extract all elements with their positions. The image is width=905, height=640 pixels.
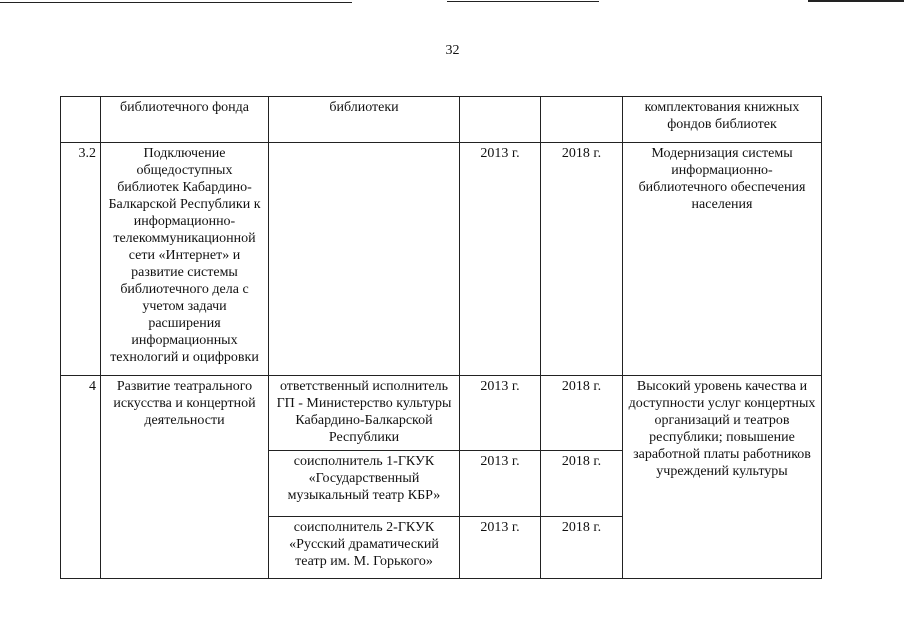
result-cell: Высокий уровень качества и доступности услуг концертных организаций и театров республики; повышение заработной платы работников учреждений культуры (623, 376, 822, 579)
end-year-cell: 2018 г. (541, 143, 623, 376)
measure-cell: Развитие театрального искусства и концертной деятельности (101, 376, 269, 579)
executor-cell (269, 143, 460, 376)
result-cell: Модернизация системы информационно-библиотечного обеспечения населения (623, 143, 822, 376)
scan-edge-line-right (808, 0, 904, 2)
table-row (61, 97, 822, 143)
measure-cell: Подключение общедоступных библиотек Кабардино-Балкарской Республики к информационно-телекоммуникационной сети «Интернет» и развитие системы библиотечного дела с учетом задачи расширения информационных технологий и оцифровки (101, 143, 269, 376)
scan-edge-line-center (447, 1, 599, 2)
start-year-cell: 2013 г. (460, 517, 541, 579)
program-measures-table (60, 96, 822, 579)
start-year-cell: 2013 г. (460, 143, 541, 376)
start-year-cell (460, 97, 541, 143)
page-number: 32 (445, 43, 460, 58)
row-number-cell: 4 (61, 376, 101, 579)
executor-cell: ответственный исполнитель ГП - Министерство культуры Кабардино-Балкарской Республики (269, 376, 460, 451)
executor-cell: библиотеки (269, 97, 460, 143)
measure-cell: библиотечного фонда (101, 97, 269, 143)
end-year-cell (541, 97, 623, 143)
result-cell: комплектования книжных фондов библиотек (623, 97, 822, 143)
row-number-cell: 3.2 (61, 143, 101, 376)
end-year-cell: 2018 г. (541, 517, 623, 579)
executor-cell: соисполнитель 2-ГКУК «Русский драматический театр им. М. Горького» (269, 517, 460, 579)
end-year-cell: 2018 г. (541, 451, 623, 517)
row-number-cell (61, 97, 101, 143)
start-year-cell: 2013 г. (460, 451, 541, 517)
end-year-cell: 2018 г. (541, 376, 623, 451)
executor-cell: соисполнитель 1-ГКУК «Государственный музыкальный театр КБР» (269, 451, 460, 517)
scan-edge-line-left (0, 2, 352, 3)
table-row (61, 143, 822, 376)
table-row (61, 376, 822, 451)
start-year-cell: 2013 г. (460, 376, 541, 451)
